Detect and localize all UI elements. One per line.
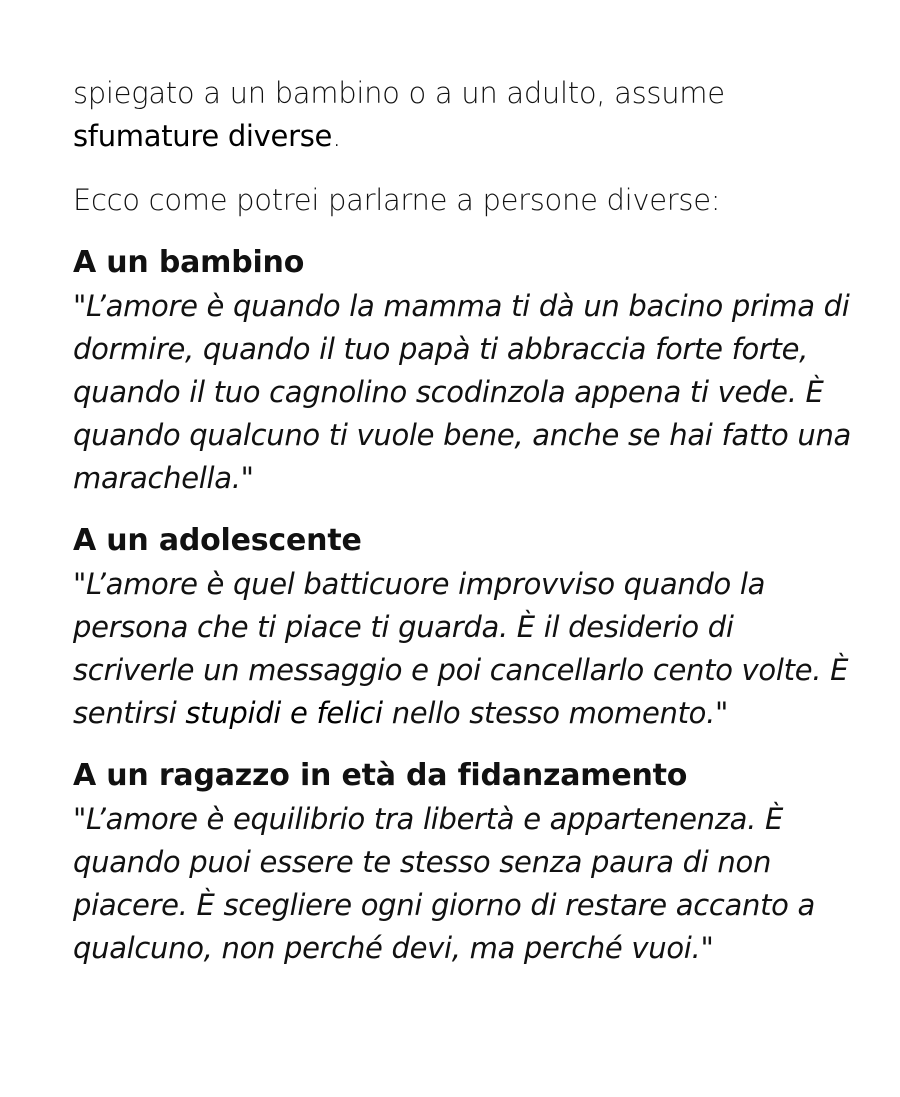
quote-line: quando il tuo cagnolino scodinzola appena ti vede. È bbox=[73, 375, 824, 409]
emphasis-stupidi-felici: stupidi e felici bbox=[185, 696, 383, 730]
heading-bambino: A un bambino bbox=[73, 245, 305, 280]
intro-line-1: spiegato a un bambino o a un adulto, assume bbox=[73, 76, 725, 110]
heading-fidanzamento: A un ragazzo in età da fidanzamento bbox=[73, 758, 688, 793]
quote-line: "L’amore è quel batticuore improvviso quando la bbox=[73, 567, 766, 601]
quote-line-last bbox=[73, 692, 833, 735]
quote-pre: sentirsi bbox=[73, 696, 186, 730]
emphasis-sfumature: sfumature diverse bbox=[73, 119, 333, 153]
lead-line: Ecco come potrei parlarne a persone diverse: bbox=[73, 183, 721, 217]
section-adolescente bbox=[73, 521, 849, 735]
quote-fidanzamento bbox=[73, 798, 833, 970]
quote-line: qualcuno, non perché devi, ma perché vuoi." bbox=[73, 931, 714, 965]
quote-post: nello stesso momento." bbox=[382, 696, 729, 730]
intro-line-2 bbox=[73, 115, 833, 158]
quote-line: quando puoi essere te stesso senza paura di non bbox=[73, 845, 772, 879]
intro-paragraph bbox=[73, 72, 833, 158]
quote-line: quando qualcuno ti vuole bene, anche se hai fatto una bbox=[73, 418, 851, 452]
quote-bambino bbox=[73, 285, 851, 500]
intro-line-2-tail: . bbox=[332, 119, 341, 153]
quote-line: marachella." bbox=[73, 461, 254, 495]
section-bambino bbox=[73, 243, 851, 500]
quote-line: piacere. È scegliere ogni giorno di restare accanto a bbox=[73, 888, 815, 922]
quote-line: dormire, quando il tuo papà ti abbraccia forte forte, bbox=[73, 332, 809, 366]
lead-paragraph bbox=[73, 179, 833, 222]
document-page bbox=[73, 72, 851, 970]
quote-line: "L’amore è quando la mamma ti dà un bacino prima di bbox=[73, 289, 850, 323]
quote-line: persona che ti piace ti guarda. È il desiderio di bbox=[73, 610, 734, 644]
heading-adolescente: A un adolescente bbox=[73, 523, 362, 558]
section-fidanzamento bbox=[73, 756, 833, 970]
quote-line: "L’amore è equilibrio tra libertà e appartenenza. È bbox=[73, 802, 783, 836]
quote-line: scriverle un messaggio e poi cancellarlo cento volte. È bbox=[73, 653, 849, 687]
quote-adolescente bbox=[73, 563, 849, 735]
